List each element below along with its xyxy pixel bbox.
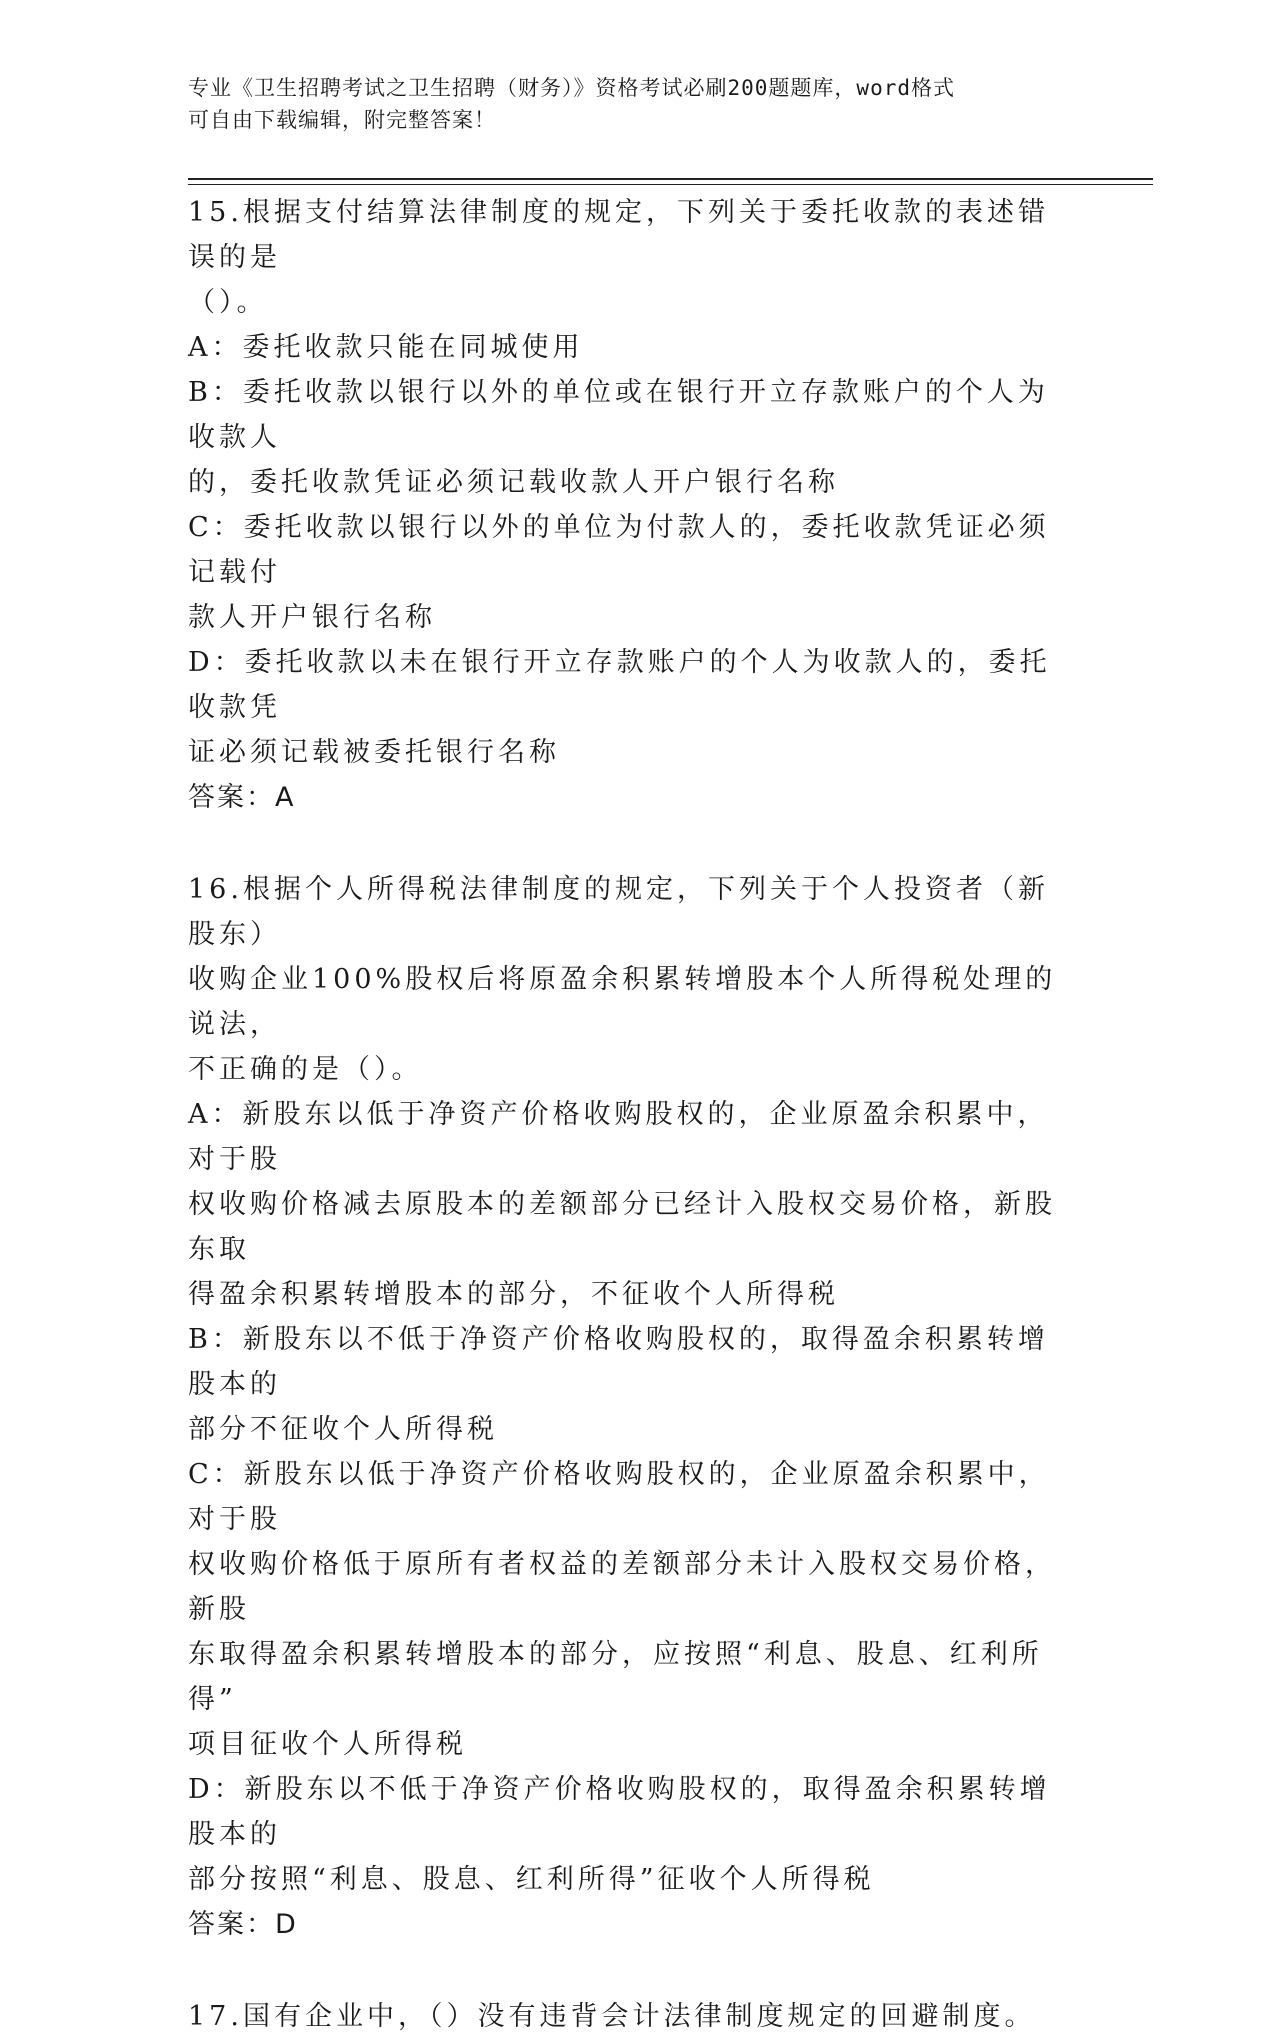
question-16-option-a-line-3: 得盈余积累转增股本的部分，不征收个人所得税 — [188, 1279, 839, 1310]
question-15-option-b-line-2: 的，委托收款凭证必须记载收款人开户银行名称 — [188, 467, 839, 498]
header-divider-top — [188, 178, 1153, 180]
question-16-option-d-line-1: D：新股东以不低于净资产价格收购股权的，取得盈余积累转增股本的 — [188, 1774, 1051, 1850]
question-15-option-c-line-2: 款人开户银行名称 — [188, 602, 436, 633]
question-16-option-b-line-1: B：新股东以不低于净资产价格收购股权的，取得盈余积累转增股本的 — [188, 1324, 1049, 1400]
question-17-stem-line-1: 17.国有企业中，（）没有违背会计法律制度规定的回避制度。 — [188, 2001, 1036, 2032]
question-16-option-b-line-2: 部分不征收个人所得税 — [188, 1414, 498, 1445]
header-line-2: 可自由下载编辑，附完整答案！ — [188, 108, 496, 132]
question-16-option-a-line-2: 权收购价格减去原股本的差额部分已经计入股权交易价格，新股东取 — [188, 1189, 1056, 1265]
question-15-answer: 答案：A — [188, 782, 296, 813]
question-15-option-a: A：委托收款只能在同城使用 — [188, 332, 584, 363]
question-spacer — [188, 1948, 1078, 1994]
header-line-1: 专业《卫生招聘考试之卫生招聘（财务）》资格考试必刷200题题库，word格式 — [188, 76, 955, 100]
document-body — [188, 190, 1078, 2039]
question-15-stem-line-2: （）。 — [188, 287, 268, 318]
question-15-stem-line-1: 15.根据支付结算法律制度的规定，下列关于委托收款的表述错误的是 — [188, 197, 1049, 273]
document-header — [188, 72, 1068, 136]
question-spacer — [188, 821, 1078, 867]
question-16-answer: 答案：D — [188, 1909, 298, 1940]
question-16-stem-line-1: 16.根据个人所得税法律制度的规定，下列关于个人投资者（新股东） — [188, 874, 1049, 950]
question-16-option-c-line-1: C：新股东以低于净资产价格收购股权的，企业原盈余积累中，对于股 — [188, 1459, 1050, 1535]
question-16-option-d-line-2: 部分按照“利息、股息、红利所得”征收个人所得税 — [188, 1864, 875, 1895]
question-16-stem-line-3: 不正确的是（）。 — [188, 1054, 423, 1085]
question-15-option-d-line-2: 证必须记载被委托银行名称 — [188, 737, 560, 768]
question-15-option-d-line-1: D：委托收款以未在银行开立存款账户的个人为收款人的，委托收款凭 — [188, 647, 1051, 723]
question-16-option-c-line-2: 权收购价格低于原所有者权益的差额部分未计入股权交易价格，新股 — [188, 1549, 1056, 1625]
question-16-option-c-line-3: 东取得盈余积累转增股本的部分，应按照“利息、股息、红利所得” — [188, 1639, 1043, 1715]
question-16-option-a-line-1: A：新股东以低于净资产价格收购股权的，企业原盈余积累中，对于股 — [188, 1099, 1049, 1175]
question-16-option-c-line-4: 项目征收个人所得税 — [188, 1729, 467, 1760]
question-16 — [188, 867, 1078, 1948]
question-17 — [188, 1994, 1078, 2039]
question-15-option-b-line-1: B：委托收款以银行以外的单位或在银行开立存款账户的个人为收款人 — [188, 377, 1049, 453]
question-16-stem-line-2: 收购企业100%股权后将原盈余积累转增股本个人所得税处理的说法， — [188, 964, 1057, 1040]
question-15-option-c-line-1: C：委托收款以银行以外的单位为付款人的，委托收款凭证必须记载付 — [188, 512, 1050, 588]
question-15 — [188, 190, 1078, 821]
header-divider-bottom — [188, 184, 1153, 185]
